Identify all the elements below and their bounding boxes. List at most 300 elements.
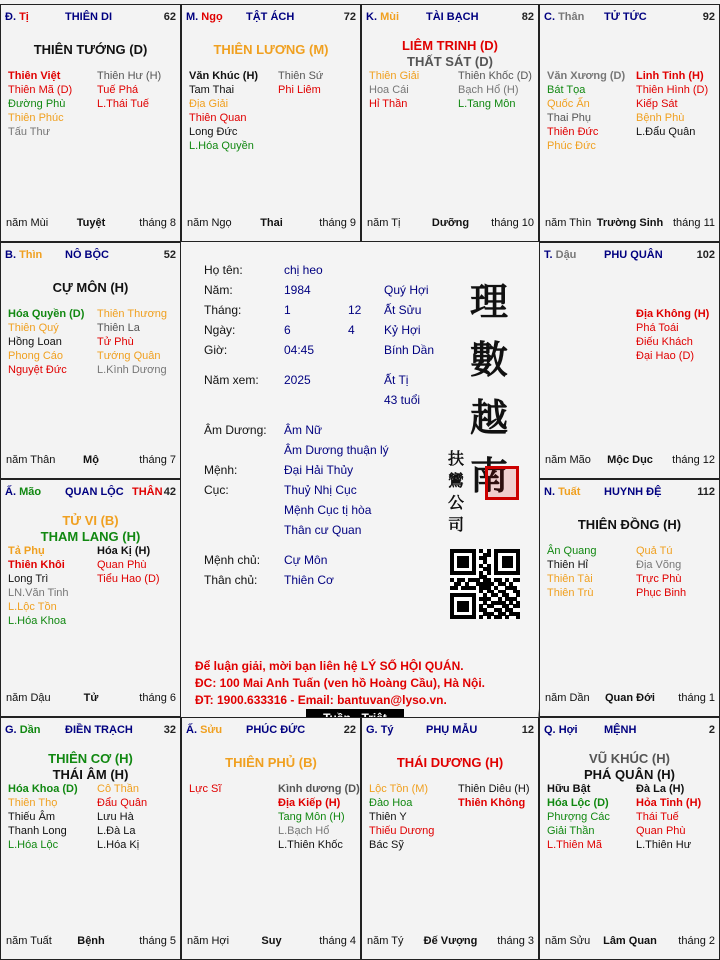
year-label: năm Thân bbox=[6, 454, 56, 466]
minor-star: Đẩu Quân bbox=[97, 797, 148, 809]
chi-label: Thìn bbox=[19, 249, 43, 261]
month-label: tháng 4 bbox=[319, 935, 356, 947]
info-label: Mệnh chủ: bbox=[204, 553, 261, 567]
minor-star: Đại Hao (D) bbox=[636, 350, 695, 362]
main-star: THIÊN LƯƠNG (M) bbox=[213, 42, 329, 57]
info-value: 1 bbox=[284, 303, 291, 317]
palace-number: 62 bbox=[163, 11, 176, 23]
palace-footer bbox=[6, 217, 176, 231]
minor-star: Thiên Quan bbox=[189, 112, 247, 124]
palace-footer bbox=[545, 217, 715, 231]
chi-label: Dần bbox=[19, 724, 41, 736]
minor-star: Địa Giải bbox=[189, 98, 229, 110]
palace-number: 42 bbox=[163, 486, 176, 498]
minor-star: L.Hóa Quyền bbox=[189, 140, 254, 152]
minor-star: Tuế Phá bbox=[97, 84, 139, 96]
palace-header bbox=[366, 721, 534, 737]
calligraphy-char: 越 bbox=[470, 395, 509, 440]
stage-label: Lâm Quan bbox=[603, 935, 657, 947]
palace-footer bbox=[367, 935, 534, 949]
palace-name: TỬ TỨC bbox=[604, 11, 647, 23]
info-label: Tháng: bbox=[204, 303, 242, 317]
can-label: C. bbox=[544, 11, 555, 23]
can-chi-label bbox=[544, 724, 578, 736]
minor-stars-right bbox=[278, 69, 323, 97]
minor-star: Thiên Việt bbox=[8, 70, 61, 82]
chi-label: Sửu bbox=[200, 724, 223, 736]
palace-dan bbox=[0, 717, 181, 960]
palace-name: NÔ BỘC bbox=[65, 249, 109, 261]
minor-star: L.Tang Môn bbox=[458, 98, 516, 110]
info-label: Âm Dương: bbox=[204, 423, 267, 437]
minor-star: Thiên Sứ bbox=[278, 70, 324, 82]
minor-star: Bạch Hổ (H) bbox=[458, 84, 519, 96]
palace-footer bbox=[545, 935, 715, 949]
minor-stars-left bbox=[189, 69, 258, 153]
minor-star: Điếu Khách bbox=[636, 336, 693, 348]
palace-header bbox=[186, 8, 356, 24]
palace-header bbox=[5, 721, 176, 737]
can-label: Q. bbox=[544, 724, 556, 736]
minor-star: L.Lộc Tồn bbox=[8, 601, 57, 613]
palace-header bbox=[186, 721, 356, 737]
palace-header bbox=[544, 721, 715, 737]
minor-star: Linh Tinh (H) bbox=[636, 70, 704, 82]
year-label: năm Dần bbox=[545, 692, 590, 704]
minor-star: Quan Phù bbox=[97, 559, 147, 571]
minor-stars-right bbox=[97, 544, 160, 586]
info-label: Ngày: bbox=[204, 323, 236, 337]
minor-star: Tả Phụ bbox=[8, 545, 45, 557]
main-star: CỰ MÔN (H) bbox=[52, 280, 129, 295]
can-chi-label bbox=[5, 11, 29, 23]
palace-header bbox=[5, 483, 176, 499]
minor-star: Hóa Quyền (D) bbox=[8, 308, 85, 320]
minor-star: Hỏa Tinh (H) bbox=[636, 797, 702, 809]
palace-hoi bbox=[539, 717, 720, 960]
minor-star: L.Bạch Hổ bbox=[278, 825, 330, 837]
palace-footer bbox=[6, 454, 176, 468]
palace-number: 112 bbox=[697, 486, 715, 498]
info-value: Đại Hải Thủy bbox=[284, 463, 354, 477]
minor-star: Địa Không (H) bbox=[636, 308, 710, 320]
minor-star: Giải Thần bbox=[547, 825, 595, 837]
minor-star: L.Thiên Mã bbox=[547, 839, 603, 851]
main-star: PHÁ QUÂN (H) bbox=[584, 767, 675, 782]
can-chi-label bbox=[5, 724, 40, 736]
minor-star: L.Hóa Kị bbox=[97, 839, 140, 851]
palace-name: PHU QUÂN bbox=[604, 249, 663, 261]
palace-name: HUYNH ĐỆ bbox=[604, 486, 662, 498]
info-value: 04:45 bbox=[284, 343, 315, 357]
can-label: B. bbox=[5, 249, 16, 261]
palace-tuat bbox=[539, 479, 720, 717]
company-char: 司 bbox=[448, 515, 465, 534]
palace-number: 32 bbox=[163, 724, 176, 736]
stage-label: Dưỡng bbox=[431, 217, 470, 229]
than-marker: THÂN bbox=[132, 486, 163, 498]
minor-star: Thiên Thọ bbox=[8, 797, 58, 809]
minor-star: Thiên Quý bbox=[8, 322, 59, 334]
chi-label: Tý bbox=[380, 724, 394, 736]
minor-star: Long Đức bbox=[189, 126, 238, 138]
minor-star: Phi Liêm bbox=[278, 84, 321, 96]
year-label: năm Hợi bbox=[187, 935, 230, 947]
minor-star: Thai Phụ bbox=[547, 112, 592, 124]
minor-star: Kiếp Sát bbox=[636, 98, 678, 110]
chi-label: Mão bbox=[19, 486, 42, 498]
minor-star: Địa Kiếp (H) bbox=[278, 797, 341, 809]
main-stars bbox=[1, 280, 180, 296]
minor-star: Thiên Hư (H) bbox=[97, 70, 162, 82]
stage-label: Bệnh bbox=[77, 935, 105, 947]
minor-stars-right bbox=[278, 782, 360, 852]
info-label: Thân chủ: bbox=[204, 573, 258, 587]
minor-stars-left bbox=[369, 782, 434, 852]
palace-footer bbox=[6, 935, 176, 949]
minor-star: Kình dương (D) bbox=[278, 783, 360, 795]
month-label: tháng 6 bbox=[139, 692, 176, 704]
minor-star: Quả Tú bbox=[636, 545, 673, 557]
minor-star: L.Kình Dương bbox=[97, 364, 167, 376]
main-star: THIÊN ĐỒNG (H) bbox=[577, 517, 682, 532]
minor-star: Thiên Thương bbox=[97, 308, 168, 320]
minor-star: Cô Thần bbox=[97, 783, 139, 795]
minor-stars-right bbox=[458, 782, 530, 810]
minor-star: Bác Sỹ bbox=[369, 839, 404, 851]
palace-header bbox=[544, 246, 715, 262]
can-chi-label bbox=[5, 249, 42, 261]
palace-number: 92 bbox=[702, 11, 715, 23]
info-value: chị heo bbox=[284, 263, 323, 277]
contact-line: ĐT: 1900.633316 - Email: bantuvan@lyso.vn. bbox=[195, 693, 447, 707]
palace-than bbox=[539, 4, 720, 242]
stage-label: Mộ bbox=[83, 454, 99, 466]
stage-label: Thai bbox=[260, 217, 283, 229]
palace-number: 22 bbox=[343, 724, 356, 736]
minor-star: Nguyệt Đức bbox=[8, 364, 67, 376]
minor-star: Phá Toái bbox=[636, 322, 679, 334]
minor-star: L.Thiên Khốc bbox=[278, 839, 343, 851]
minor-stars-right bbox=[636, 544, 686, 600]
contact-line: ĐC: 100 Mai Anh Tuấn (ven hồ Hoàng Cầu), Hà Nội. bbox=[195, 676, 486, 690]
can-chi-label bbox=[544, 249, 576, 261]
minor-star: Văn Khúc (H) bbox=[189, 70, 259, 82]
minor-stars-left bbox=[8, 544, 69, 628]
main-star: THÁI ÂM (H) bbox=[52, 767, 129, 782]
palace-header bbox=[544, 8, 715, 24]
main-star: LIÊM TRINH (D) bbox=[401, 38, 499, 53]
minor-stars-left bbox=[8, 307, 84, 377]
year-label: năm Tị bbox=[367, 217, 401, 229]
month-label: tháng 8 bbox=[139, 217, 176, 229]
stage-label: Mộc Dục bbox=[607, 454, 653, 466]
minor-stars-right bbox=[97, 782, 147, 852]
company-char: 扶 bbox=[448, 449, 465, 468]
main-stars bbox=[182, 42, 360, 58]
palace-name: MỆNH bbox=[604, 724, 637, 736]
palace-name: THIÊN DI bbox=[65, 11, 113, 23]
can-label: Đ. bbox=[5, 11, 16, 23]
info-value-lunar: 4 bbox=[348, 323, 355, 337]
calligraphy-char: 理 bbox=[470, 279, 509, 324]
info-value-canchi: Bính Dần bbox=[384, 343, 435, 357]
info-value-canchi: Ất Tị bbox=[384, 373, 409, 387]
minor-star: Hóa Lộc (D) bbox=[547, 797, 609, 809]
minor-star: Hữu Bật bbox=[547, 783, 591, 795]
minor-star: Lộc Tồn (M) bbox=[369, 783, 429, 795]
calligraphy-char: 數 bbox=[470, 337, 509, 382]
minor-star: Đào Hoa bbox=[369, 797, 413, 809]
minor-star: L.Hóa Khoa bbox=[8, 615, 67, 627]
minor-star: Thanh Long bbox=[8, 825, 67, 837]
minor-star: Hồng Loan bbox=[8, 336, 62, 348]
minor-stars-right bbox=[636, 69, 708, 139]
year-label: năm Mão bbox=[545, 454, 591, 466]
info-value: Âm Nữ bbox=[284, 423, 323, 437]
main-star: THIÊN PHỦ (B) bbox=[225, 755, 317, 770]
info-value: Âm Dương thuận lý bbox=[284, 443, 389, 457]
minor-star: Thiên La bbox=[97, 322, 140, 334]
minor-stars-left bbox=[547, 69, 625, 153]
month-label: tháng 3 bbox=[497, 935, 534, 947]
can-chi-label bbox=[186, 11, 223, 23]
stage-label: Suy bbox=[261, 935, 282, 947]
month-label: tháng 10 bbox=[491, 217, 534, 229]
palace-header bbox=[366, 8, 534, 24]
palace-number: 82 bbox=[521, 11, 534, 23]
can-label: Ấ. bbox=[186, 724, 197, 736]
month-label: tháng 11 bbox=[672, 217, 715, 229]
year-label: năm Tuất bbox=[6, 935, 52, 947]
palace-ty bbox=[361, 717, 539, 960]
main-star: THÁI DƯƠNG (H) bbox=[396, 755, 504, 770]
month-label: tháng 5 bbox=[139, 935, 176, 947]
minor-star: Thiên Khôi bbox=[8, 559, 65, 571]
minor-star: Bệnh Phù bbox=[636, 112, 685, 124]
main-star: THIÊN TƯỚNG (D) bbox=[33, 42, 148, 57]
palace-ti bbox=[0, 4, 181, 242]
palace-name: PHÚC ĐỨC bbox=[246, 724, 306, 736]
minor-stars-right bbox=[97, 69, 161, 111]
minor-star: Thiên Tài bbox=[547, 573, 593, 585]
minor-star: Tướng Quân bbox=[97, 350, 161, 362]
minor-stars-left bbox=[8, 69, 72, 139]
info-value: 6 bbox=[284, 323, 291, 337]
company-char: 公 bbox=[448, 493, 465, 512]
minor-star: L.Đà La bbox=[97, 825, 136, 837]
palace-number: 52 bbox=[163, 249, 176, 261]
palace-header bbox=[544, 483, 715, 499]
minor-stars-right bbox=[636, 782, 701, 852]
palace-footer bbox=[545, 692, 715, 706]
company-char: 鸞 bbox=[448, 471, 465, 490]
qr-code bbox=[450, 549, 520, 619]
main-star: THẤT SÁT (D) bbox=[407, 54, 493, 69]
minor-star: Thiên Hình (D) bbox=[636, 84, 709, 96]
can-label: Ấ. bbox=[5, 486, 16, 498]
minor-star: Trực Phù bbox=[636, 573, 682, 585]
minor-star: Tấu Thư bbox=[8, 126, 51, 138]
stage-label: Quan Đới bbox=[605, 692, 655, 704]
minor-star: Thiên Không bbox=[458, 797, 526, 809]
chi-label: Tuất bbox=[558, 486, 581, 498]
info-value-canchi: Quý Hợi bbox=[384, 283, 429, 297]
main-stars bbox=[1, 513, 180, 545]
minor-stars-left bbox=[547, 782, 610, 852]
palace-footer bbox=[187, 935, 356, 949]
minor-stars-left bbox=[8, 782, 78, 852]
palace-name: QUAN LỘC bbox=[65, 486, 124, 498]
minor-star: Thiên Khốc (D) bbox=[458, 70, 532, 82]
chi-label: Hợi bbox=[558, 724, 578, 736]
month-label: tháng 7 bbox=[139, 454, 176, 466]
info-value: Cự Môn bbox=[284, 553, 328, 567]
minor-star: Thiên Y bbox=[369, 811, 407, 823]
year-label: năm Dậu bbox=[6, 692, 51, 704]
main-stars bbox=[540, 517, 719, 533]
minor-star: Thiên Mã (D) bbox=[8, 84, 73, 96]
palace-number: 72 bbox=[343, 11, 356, 23]
main-stars bbox=[1, 751, 180, 783]
minor-star: Quan Phù bbox=[636, 825, 686, 837]
can-chi-label bbox=[544, 11, 584, 23]
minor-star: Thiên Diêu (H) bbox=[458, 783, 530, 795]
info-value: 1984 bbox=[284, 283, 311, 297]
info-label: Giờ: bbox=[204, 343, 228, 357]
year-label: năm Sửu bbox=[545, 935, 591, 947]
center-panel bbox=[180, 241, 538, 717]
chi-label: Mùi bbox=[380, 11, 400, 23]
minor-star: Hóa Khoa (D) bbox=[8, 783, 78, 795]
can-label: G. bbox=[5, 724, 17, 736]
minor-star: Thiên Hỉ bbox=[547, 559, 588, 571]
main-star: THIÊN CƠ (H) bbox=[48, 751, 133, 766]
stage-label: Tuyệt bbox=[76, 217, 106, 229]
minor-star: Địa Võng bbox=[636, 559, 682, 571]
minor-star: Lưu Hà bbox=[97, 811, 134, 823]
info-label: Năm: bbox=[204, 283, 233, 297]
minor-star: L.Thái Tuế bbox=[97, 98, 149, 110]
info-label: Mệnh: bbox=[204, 463, 238, 477]
stage-label: Trường Sinh bbox=[596, 217, 664, 229]
chi-label: Dậu bbox=[555, 249, 577, 261]
info-value-canchi: Kỷ Hợi bbox=[384, 323, 421, 337]
year-label: năm Mùi bbox=[6, 217, 49, 229]
minor-star: Phong Cáo bbox=[8, 350, 64, 362]
can-label: T. bbox=[544, 249, 553, 261]
minor-star: Hóa Kị (H) bbox=[97, 545, 151, 557]
minor-star: Tử Phù bbox=[97, 336, 134, 348]
main-star: VŨ KHÚC (H) bbox=[589, 751, 670, 766]
year-label: năm Thìn bbox=[545, 217, 592, 229]
minor-star: Long Trì bbox=[8, 573, 49, 585]
chi-label: Tị bbox=[19, 11, 29, 23]
palace-ngo bbox=[181, 4, 361, 242]
palace-dau bbox=[539, 242, 720, 479]
can-label: K. bbox=[366, 11, 377, 23]
palace-name: TÀI BẠCH bbox=[426, 11, 479, 23]
main-stars bbox=[182, 755, 360, 771]
minor-star: Thiên Phúc bbox=[8, 112, 64, 124]
info-value-lunar: 12 bbox=[348, 303, 362, 317]
palace-number: 2 bbox=[708, 724, 715, 736]
info-value-canchi: Ất Sửu bbox=[384, 303, 422, 317]
can-label: G. bbox=[366, 724, 378, 736]
stage-label: Tử bbox=[83, 692, 99, 704]
minor-star: Lực Sĩ bbox=[189, 783, 222, 795]
minor-star: Thiên Trù bbox=[547, 587, 594, 599]
minor-star: Thiếu Dương bbox=[369, 825, 435, 837]
minor-star: Quốc Ấn bbox=[547, 98, 590, 110]
can-label: M. bbox=[186, 11, 199, 23]
chi-label: Ngọ bbox=[201, 11, 223, 23]
minor-star: Văn Xương (D) bbox=[547, 70, 626, 82]
can-chi-label bbox=[366, 11, 399, 23]
info-value: Thân cư Quan bbox=[284, 523, 362, 537]
can-chi-label bbox=[5, 486, 41, 498]
palace-footer bbox=[367, 217, 534, 231]
info-value: Mệnh Cục tị hòa bbox=[284, 503, 372, 517]
minor-star: Đường Phù bbox=[8, 98, 66, 110]
year-label: năm Tý bbox=[367, 935, 404, 947]
minor-star: Bát Tọa bbox=[547, 84, 586, 96]
palace-header bbox=[5, 246, 176, 262]
main-stars bbox=[540, 751, 719, 783]
month-label: tháng 9 bbox=[319, 217, 356, 229]
minor-star: Ân Quang bbox=[547, 545, 597, 557]
palace-header bbox=[5, 8, 176, 24]
main-stars bbox=[362, 755, 538, 771]
red-seal-stamp bbox=[485, 466, 519, 500]
palace-mui bbox=[361, 4, 539, 242]
can-chi-label bbox=[366, 724, 394, 736]
minor-star: Tam Thai bbox=[189, 84, 235, 96]
palace-name: TẬT ÁCH bbox=[246, 11, 295, 23]
year-label: năm Ngọ bbox=[187, 217, 232, 229]
minor-star: Phúc Đức bbox=[547, 140, 596, 152]
palace-name: ĐIỀN TRẠCH bbox=[65, 724, 133, 736]
minor-star: Phục Binh bbox=[636, 587, 687, 599]
info-value-canchi: 43 tuổi bbox=[384, 393, 421, 407]
minor-star: L.Hóa Lộc bbox=[8, 839, 59, 851]
main-star: TỬ VI (B) bbox=[62, 513, 119, 528]
minor-stars-left bbox=[189, 782, 221, 796]
info-label: Năm xem: bbox=[204, 373, 259, 387]
minor-star: Đà La (H) bbox=[636, 783, 685, 795]
minor-star: Thiếu Âm bbox=[8, 811, 56, 823]
minor-star: Hoa Cái bbox=[369, 84, 409, 96]
can-chi-label bbox=[544, 486, 580, 498]
minor-star: LN.Văn Tinh bbox=[8, 587, 69, 599]
minor-stars-right bbox=[97, 307, 167, 377]
minor-stars-right bbox=[458, 69, 532, 111]
minor-star: Tang Môn (H) bbox=[278, 811, 345, 823]
info-value: 2025 bbox=[284, 373, 311, 387]
calligraphy-char: 南 bbox=[470, 453, 509, 498]
minor-stars-left bbox=[369, 69, 419, 111]
palace-number: 102 bbox=[696, 249, 715, 261]
info-value: Thiên Cơ bbox=[284, 573, 334, 587]
month-label: tháng 1 bbox=[678, 692, 715, 704]
month-label: tháng 12 bbox=[672, 454, 715, 466]
minor-star: Hỉ Thần bbox=[369, 98, 408, 110]
minor-star: Thiên Đức bbox=[547, 126, 599, 138]
minor-star: Thiên Giải bbox=[369, 70, 420, 82]
palace-footer bbox=[187, 217, 356, 231]
can-label: N. bbox=[544, 486, 555, 498]
minor-star: Thái Tuế bbox=[636, 811, 679, 823]
